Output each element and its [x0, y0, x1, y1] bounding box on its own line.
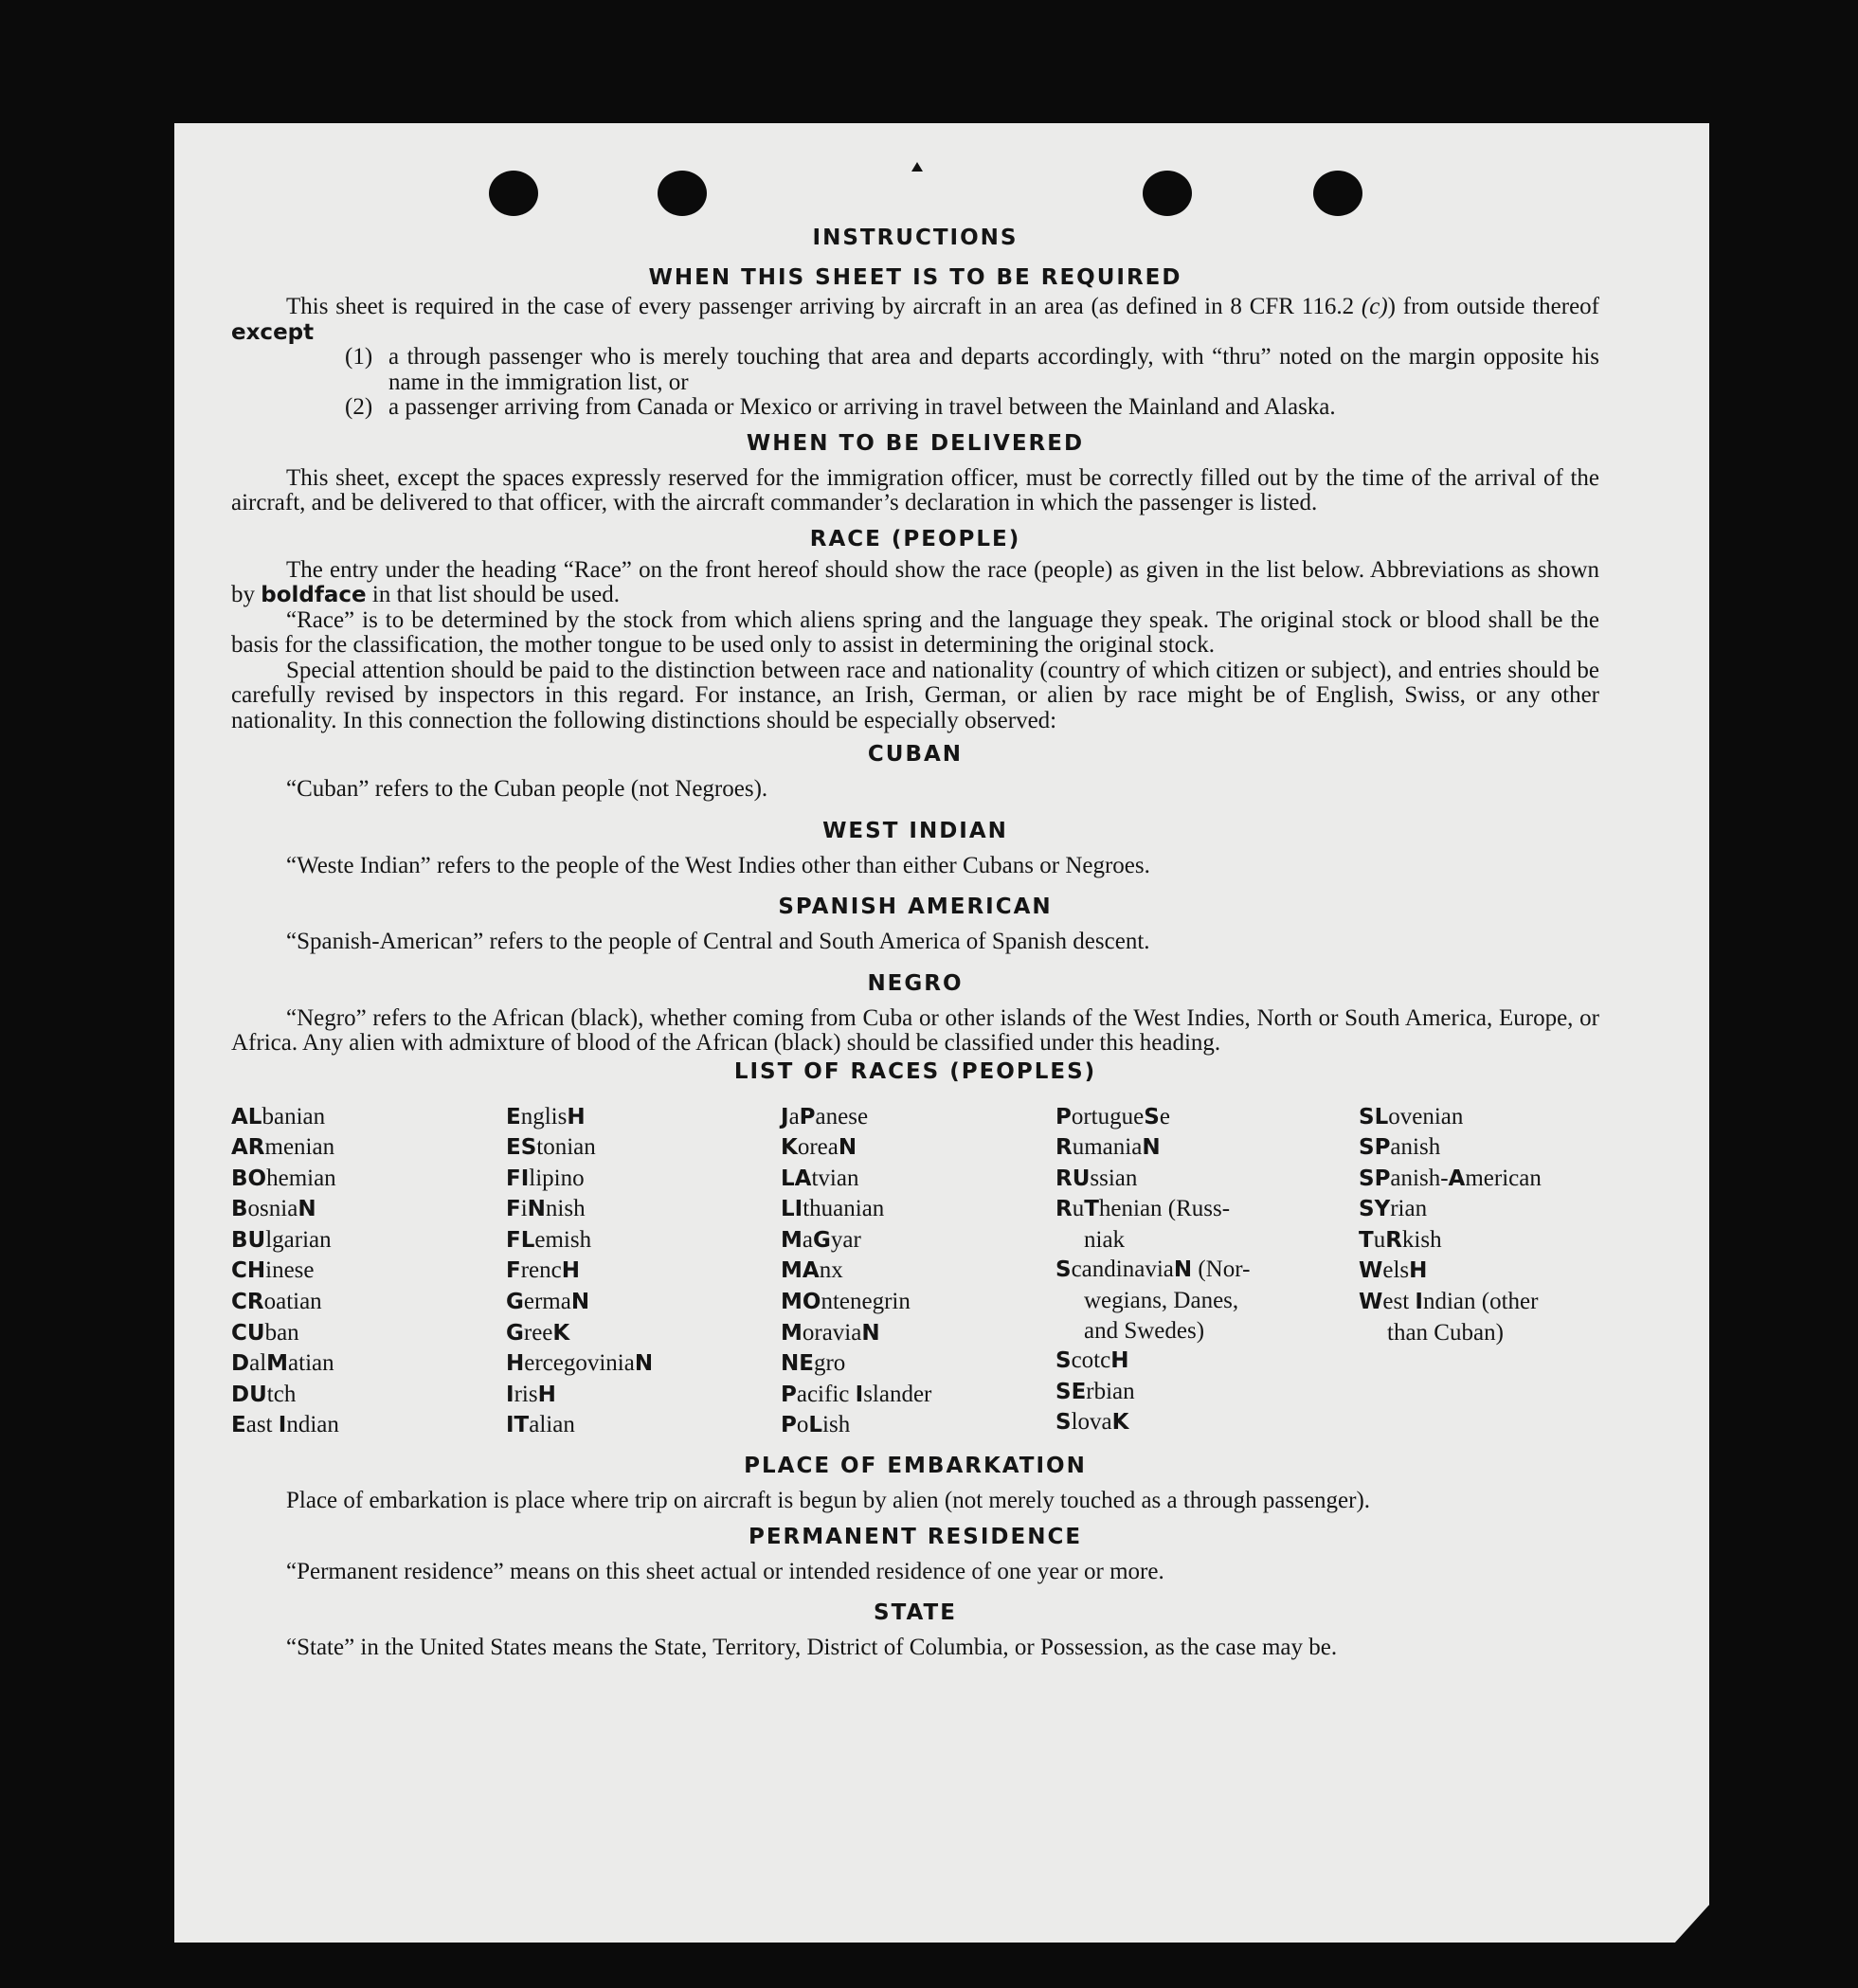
race-abbrev-letters: CH	[231, 1258, 266, 1284]
race-abbrev-letters: R	[1385, 1227, 1402, 1253]
negro-text: “Negro” refers to the African (black), whether coming from Cuba or other islands of the West Indies, North or South America, Europe, or Africa. Any alien with admixture of blood of the African (black) should be classified under this heading.	[231, 1004, 1599, 1056]
race-text: ish	[822, 1412, 851, 1438]
race-entry	[781, 1380, 1055, 1411]
race-text: osnia	[247, 1196, 298, 1222]
race-text: thuanian	[803, 1196, 885, 1222]
race-abbrev-letters: M	[266, 1351, 289, 1377]
race-text: gro	[813, 1350, 846, 1377]
race-abbrev-letters: N	[1142, 1135, 1161, 1161]
residence-text: “Permanent residence” means on this sheet actual or intended residence of one year or more.	[286, 1558, 1164, 1584]
race-abbrev-letters: H	[1110, 1348, 1129, 1374]
boldface-word: boldface	[261, 583, 367, 607]
race-entry	[506, 1410, 781, 1441]
races-column	[506, 1102, 781, 1442]
races-column	[1359, 1102, 1599, 1442]
race-entry	[231, 1164, 506, 1195]
race-entry	[231, 1287, 506, 1318]
race-entry	[1055, 1255, 1359, 1286]
race-abbrev-letters: N	[570, 1290, 590, 1315]
race-abbrev-letters: BU	[231, 1227, 266, 1253]
race-entry	[1359, 1256, 1599, 1287]
race-text: (Nor-	[1192, 1256, 1251, 1283]
folded-corner	[1674, 1904, 1709, 1943]
section-heading-state: STATE	[874, 1600, 957, 1626]
race-text: anese	[815, 1103, 869, 1130]
punch-hole	[1143, 171, 1192, 216]
races-column	[231, 1102, 506, 1442]
race-entry	[1055, 1407, 1359, 1438]
spanish-american-text: “Spanish-American” refers to the people of Central and South America of Spanish descent.	[286, 929, 1150, 954]
race-entry	[231, 1256, 506, 1287]
section-heading-cuban: CUBAN	[867, 742, 964, 767]
race-text: ris	[514, 1381, 538, 1407]
race-abbrev-letters: K	[552, 1320, 570, 1346]
race-entry	[1055, 1102, 1359, 1133]
required-cite: (c)	[1361, 294, 1388, 319]
race-abbrev-letters: N	[861, 1320, 880, 1346]
race-abbrev-letters: I	[278, 1413, 287, 1438]
race-abbrev-letters: N	[298, 1197, 316, 1222]
race-entry	[506, 1287, 781, 1318]
race-entry	[506, 1256, 781, 1287]
race-text: ercegovinia	[524, 1350, 635, 1377]
race-abbrev-letters: N	[527, 1197, 546, 1222]
race-text: a	[802, 1226, 813, 1253]
race-entry	[1359, 1164, 1599, 1195]
section-heading-west-indian: WEST INDIAN	[822, 818, 1008, 843]
race-text: els	[1382, 1257, 1410, 1284]
race-abbrev-letters: J	[781, 1104, 789, 1130]
race-abbrev-letters: SL	[1359, 1104, 1389, 1130]
race-entry	[231, 1410, 506, 1441]
race-entry	[1055, 1377, 1359, 1408]
race-text: wegians, Danes,	[1084, 1288, 1239, 1314]
race-abbrev-letters: MA	[781, 1258, 820, 1284]
race-abbrev-letters: S	[1055, 1348, 1072, 1374]
triangle-mark-icon	[911, 162, 923, 172]
race-abbrev-letters: M	[781, 1320, 803, 1346]
race-abbrev-letters: N	[1173, 1257, 1193, 1283]
race-abbrev-letters: H	[1409, 1258, 1428, 1284]
race-text: ndian	[286, 1412, 339, 1438]
race-abbrev-letters: P	[781, 1413, 797, 1438]
race-abbrev-letters: G	[506, 1320, 524, 1346]
race-abbrev-letters: M	[781, 1227, 803, 1253]
race-entry	[781, 1132, 1055, 1164]
race-text: o	[796, 1412, 809, 1438]
section-heading-races-list: LIST OF RACES (PEOPLES)	[733, 1058, 1097, 1084]
race-text: orea	[797, 1134, 839, 1161]
race-abbrev-letters: W	[1359, 1258, 1383, 1284]
race-entry	[231, 1102, 506, 1133]
item-text: a through passenger who is merely touching that area and departs accordingly, with “thru” noted on the margin opposite his name in the immigration list, or	[388, 344, 1599, 395]
race-abbrev-letters: CU	[231, 1320, 265, 1346]
race-abbrev-letters: SP	[1359, 1135, 1391, 1161]
section-heading-negro: NEGRO	[867, 970, 964, 996]
race-abbrev-letters: P	[1055, 1104, 1072, 1130]
race-text: and Swedes)	[1084, 1317, 1205, 1344]
race-abbrev-letters: FL	[506, 1227, 535, 1253]
race-entry	[506, 1318, 781, 1349]
race-text: emish	[534, 1226, 592, 1253]
punch-hole	[1313, 171, 1362, 216]
race-abbrev-letters: K	[1111, 1410, 1129, 1436]
race-text: anish	[1390, 1134, 1441, 1161]
race-entry	[1359, 1287, 1599, 1318]
race-abbrev-letters: NE	[781, 1351, 814, 1377]
race-abbrev-letters: I	[1415, 1290, 1423, 1315]
exception-item	[345, 395, 1599, 421]
race-abbrev-letters: S	[1144, 1104, 1160, 1130]
race-abbrev-letters: FI	[506, 1166, 530, 1191]
race-text: al	[249, 1350, 267, 1377]
race-entry	[1055, 1346, 1359, 1377]
race-text: ssian	[1090, 1165, 1138, 1191]
race-abbrev-letters: S	[1055, 1410, 1072, 1436]
race-text: slander	[863, 1381, 932, 1407]
required-text-a: This sheet is required in the case of every passenger arriving by aircraft in an area (as defined in 8 CFR 116.2	[286, 294, 1355, 319]
race-text: tvian	[811, 1165, 859, 1191]
race-abbrev-letters: E	[506, 1104, 521, 1130]
race-text: lgarian	[265, 1226, 332, 1253]
race-entry	[506, 1225, 781, 1256]
race-text: than Cuban)	[1387, 1319, 1504, 1346]
section-heading-required: WHEN THIS SHEET IS TO BE REQUIRED	[648, 265, 1182, 290]
section-heading-spanish-american: SPANISH AMERICAN	[778, 895, 1053, 919]
race-abbrev-letters: BO	[231, 1166, 267, 1191]
race-entry	[781, 1318, 1055, 1349]
race-abbrev-letters: F	[506, 1258, 521, 1284]
race-entry	[506, 1102, 781, 1133]
race-entry	[781, 1256, 1055, 1287]
race-abbrev-letters: LI	[781, 1197, 803, 1222]
race-abbrev-letters: L	[808, 1413, 823, 1438]
race-abbrev-letters: N	[634, 1351, 654, 1377]
race-abbrev-letters: W	[1359, 1290, 1383, 1315]
race-entry	[506, 1132, 781, 1164]
race-text: renc	[520, 1257, 562, 1284]
item-number: (2)	[345, 394, 373, 420]
race-abbrev-letters: B	[231, 1197, 248, 1222]
race-text: a	[788, 1103, 800, 1130]
race-abbrev-letters: D	[231, 1351, 250, 1377]
required-paragraph	[231, 295, 1599, 345]
race-text: nx	[819, 1257, 843, 1284]
race-abbrev-letters: K	[781, 1135, 798, 1161]
race-entry	[781, 1194, 1055, 1225]
race-text: est	[1382, 1289, 1416, 1315]
punch-hole	[489, 171, 538, 216]
race-text: ndian (other	[1422, 1289, 1539, 1315]
race-abbrev-letters: H	[506, 1351, 525, 1377]
race-abbrev-letters: RU	[1055, 1166, 1091, 1191]
race-text: nglis	[520, 1103, 568, 1130]
race-abbrev-letters: A	[1448, 1166, 1466, 1191]
race-entry	[231, 1225, 506, 1256]
race-text: u	[1072, 1196, 1085, 1222]
race-entry	[506, 1164, 781, 1195]
section-heading-residence: PERMANENT RESIDENCE	[748, 1524, 1083, 1549]
race-abbrev-letters: N	[838, 1135, 857, 1161]
race-text: rian	[1390, 1196, 1428, 1222]
race-text: oatian	[263, 1289, 322, 1315]
race-text: ortugue	[1071, 1103, 1145, 1130]
race-text-b: in that list should be used.	[371, 582, 620, 607]
race-text: ast	[245, 1412, 279, 1438]
race-entry	[781, 1348, 1055, 1380]
race-text: candinavia	[1071, 1256, 1174, 1283]
race-text: tonian	[536, 1134, 596, 1161]
west-indian-text: “Weste Indian” refers to the people of the West Indies other than either Cubans or Negroes.	[286, 852, 1150, 878]
race-text: alian	[529, 1412, 575, 1438]
races-column	[1055, 1102, 1359, 1442]
race-text: hemian	[266, 1165, 336, 1191]
race-text: atian	[288, 1350, 334, 1377]
race-text: menian	[264, 1134, 335, 1161]
race-text: cotc	[1071, 1347, 1111, 1374]
race-entry	[506, 1194, 781, 1225]
race-abbrev-letters: T	[1359, 1227, 1374, 1253]
section-heading-race: RACE (PEOPLE)	[809, 526, 1021, 551]
race-abbrev-letters: E	[231, 1413, 246, 1438]
exception-item	[345, 345, 1599, 395]
race-entry	[781, 1287, 1055, 1318]
race-text: inese	[265, 1257, 315, 1284]
race-text: rbian	[1086, 1378, 1135, 1404]
race-entry	[781, 1102, 1055, 1133]
except-word: except	[231, 319, 315, 345]
race-abbrev-letters: P	[799, 1104, 816, 1130]
race-abbrev-letters: ES	[506, 1135, 537, 1161]
section-heading-embarkation: PLACE OF EMBARKATION	[744, 1454, 1087, 1479]
race-abbrev-letters: SE	[1055, 1379, 1087, 1404]
race-abbrev-letters: G	[813, 1227, 831, 1253]
race-abbrev-letters: R	[1055, 1135, 1073, 1161]
race-entry	[231, 1132, 506, 1164]
exception-list	[231, 345, 1599, 421]
embarkation-text: Place of embarkation is place where trip on aircraft is begun by alien (not merely touched as a through passenger).	[286, 1488, 1371, 1514]
race-entry	[781, 1164, 1055, 1195]
race-abbrev-letters: I	[855, 1382, 864, 1407]
section-heading-delivered: WHEN TO BE DELIVERED	[746, 430, 1085, 456]
race-text: henian (Russ-	[1098, 1196, 1231, 1222]
race-entry	[231, 1348, 506, 1380]
race-text: oravia	[802, 1319, 862, 1346]
race-entry	[1359, 1132, 1599, 1164]
race-abbrev-letters: P	[781, 1382, 797, 1407]
race-text: lova	[1071, 1409, 1112, 1436]
race-text: ovenian	[1388, 1103, 1464, 1130]
race-entry	[1359, 1194, 1599, 1225]
delivered-text: This sheet, except the spaces expressly reserved for the immigration officer, must be correctly filled out by the time of the arrival of the aircraft, and be delivered to that officer, with the aircraft commander’s declaration in which the passenger is listed.	[231, 464, 1599, 515]
race-entry	[1359, 1318, 1599, 1348]
race-abbrev-letters: AL	[231, 1104, 262, 1130]
race-text: yar	[830, 1226, 861, 1253]
item-number: (1)	[345, 344, 373, 370]
race-entry	[1055, 1316, 1359, 1346]
race-text: i	[520, 1196, 528, 1222]
race-abbrev-letters: MO	[781, 1290, 821, 1315]
race-entry	[231, 1194, 506, 1225]
race-abbrev-letters: H	[567, 1104, 586, 1130]
race-abbrev-letters: LA	[781, 1166, 812, 1191]
race-text: e	[1159, 1103, 1170, 1130]
race-abbrev-letters: S	[1055, 1257, 1072, 1283]
race-entry	[781, 1410, 1055, 1441]
race-paragraph-3: Special attention should be paid to the distinction between race and nationality (country of which citizen or subject), and entries should be carefully revised by inspectors in this regard. For instance, an Irish, German, or alien by race might be of English, Swiss, or any other nationality. In this connection the following distinctions should be especially observed:	[231, 657, 1599, 733]
race-text: anish-	[1390, 1165, 1449, 1191]
cuban-text: “Cuban” refers to the Cuban people (not Negroes).	[286, 776, 768, 802]
document-sheet	[174, 123, 1709, 1943]
race-text: acific	[796, 1381, 856, 1407]
race-text: ree	[523, 1319, 553, 1346]
race-abbrev-letters: F	[506, 1197, 521, 1222]
item-text: a passenger arriving from Canada or Mexico or arriving in travel between the Mainland and Alaska.	[388, 394, 1336, 420]
race-entry	[1055, 1132, 1359, 1164]
race-abbrev-letters: G	[506, 1290, 524, 1315]
race-text: tch	[266, 1381, 297, 1407]
instructions-content	[231, 218, 1599, 1661]
race-abbrev-letters: IT	[506, 1413, 530, 1438]
race-entry	[1055, 1286, 1359, 1316]
race-abbrev-letters: I	[506, 1382, 514, 1407]
race-abbrev-letters: SP	[1359, 1166, 1391, 1191]
page-title: INSTRUCTIONS	[812, 226, 1019, 250]
race-text: merican	[1465, 1165, 1542, 1191]
race-entry	[506, 1380, 781, 1411]
race-abbrev-letters: T	[1084, 1197, 1099, 1222]
race-paragraph-2: “Race” is to be determined by the stock from which aliens spring and the language they speak. The original stock or blood shall be the basis for the classification, the mother tongue to be used only to assist in determining the original stock.	[231, 606, 1599, 658]
race-abbrev-letters: R	[1055, 1197, 1073, 1222]
race-abbrev-letters: H	[537, 1382, 556, 1407]
race-text: ban	[264, 1319, 299, 1346]
races-column	[781, 1102, 1055, 1442]
race-text: kish	[1401, 1226, 1442, 1253]
race-text: umania	[1072, 1134, 1143, 1161]
required-text-b: ) from outside thereof	[1387, 294, 1600, 319]
race-paragraph-1	[231, 558, 1599, 608]
race-entry	[1359, 1225, 1599, 1256]
race-text-a: The entry under the heading “Race” on the front hereof should show the race (people) as given in the list below. Abbreviations as shown by	[231, 556, 1599, 607]
race-entry	[506, 1348, 781, 1380]
race-entry	[1359, 1102, 1599, 1133]
race-entry	[1055, 1194, 1359, 1225]
race-text: erma	[523, 1289, 571, 1315]
race-entry	[781, 1225, 1055, 1256]
state-text: “State” in the United States means the State, Territory, District of Columbia, or Possession, as the case may be.	[286, 1635, 1338, 1661]
race-text: nish	[545, 1196, 586, 1222]
race-text: ntenegrin	[821, 1289, 911, 1315]
races-list	[231, 1102, 1599, 1442]
race-abbrev-letters: AR	[231, 1135, 265, 1161]
race-text: lipino	[529, 1165, 585, 1191]
race-text: u	[1373, 1226, 1386, 1253]
race-abbrev-letters: SY	[1359, 1197, 1391, 1222]
race-abbrev-letters: CR	[231, 1290, 264, 1315]
race-entry	[231, 1318, 506, 1349]
race-text: niak	[1084, 1226, 1126, 1253]
race-entry	[1055, 1225, 1359, 1256]
race-text: banian	[262, 1103, 326, 1130]
race-abbrev-letters: H	[561, 1258, 580, 1284]
race-entry	[231, 1380, 506, 1411]
race-abbrev-letters: DU	[231, 1382, 267, 1407]
punch-hole	[658, 171, 707, 216]
race-entry	[1055, 1164, 1359, 1195]
